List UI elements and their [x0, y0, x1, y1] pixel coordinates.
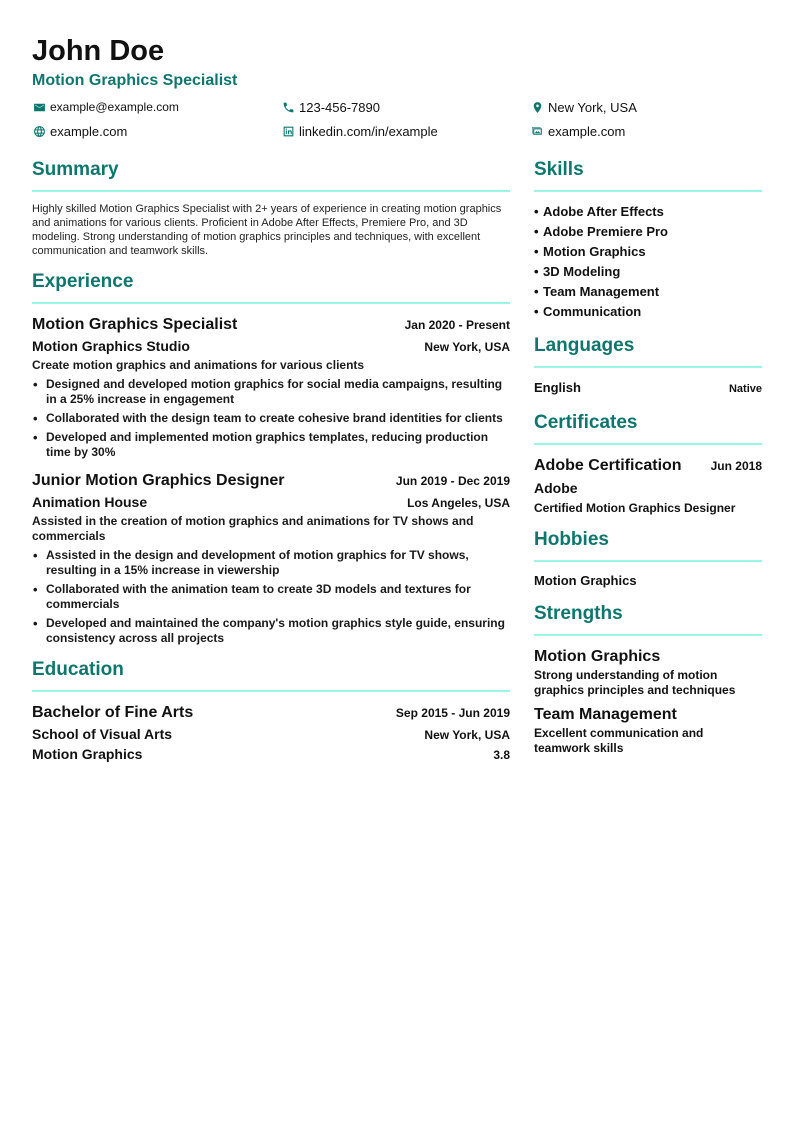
hobby-item: Motion Graphics — [534, 573, 637, 588]
resume-page — [32, 34, 762, 762]
job-bullets — [32, 377, 510, 460]
certificate-title: Adobe Certification — [534, 457, 682, 474]
globe-icon — [32, 124, 46, 138]
hobbies-heading: Hobbies — [534, 528, 762, 562]
contact-portfolio-text: example.com — [548, 123, 626, 139]
education-degree: Bachelor of Fine Arts — [32, 704, 194, 721]
job-title: Motion Graphics Specialist — [32, 316, 238, 333]
education-school: School of Visual Arts — [32, 726, 173, 742]
strength-description: Excellent communication and teamwork skills — [534, 726, 704, 755]
contact-info — [32, 98, 762, 140]
education-date: Sep 2015 - Jun 2019 — [395, 706, 510, 720]
education-heading: Education — [32, 658, 510, 692]
contact-linkedin-text: linkedin.com/in/example — [299, 123, 438, 139]
experience-heading: Experience — [32, 270, 510, 304]
languages-heading: Languages — [534, 334, 762, 368]
education-section — [32, 658, 510, 764]
job-company: Motion Graphics Studio — [32, 338, 190, 354]
certificate-date: Jun 2018 — [710, 459, 762, 473]
summary-section — [32, 158, 510, 258]
certificates-heading: Certificates — [534, 411, 762, 445]
skill-label: Adobe Premiere Pro — [543, 224, 668, 239]
strength-description: Strong understanding of motion graphics principles and techniques — [534, 668, 736, 697]
languages-section — [534, 334, 762, 399]
skill-item: • Communication — [534, 304, 642, 319]
education-field: Motion Graphics — [32, 746, 143, 762]
strength-title: Motion Graphics — [534, 648, 661, 665]
skill-item: • Motion Graphics — [534, 244, 646, 259]
contact-phone-text: 123-456-7890 — [299, 99, 380, 115]
contact-website-text: example.com — [50, 123, 128, 139]
certificate-issuer: Adobe — [534, 480, 578, 496]
skill-label: Team Management — [543, 284, 660, 299]
strength-title: Team Management — [534, 706, 677, 723]
job-bullet: • Assisted in the design and development of motion graphics for TV shows, resulting in a 15% increase in viewership — [32, 548, 510, 578]
certificates-section — [534, 411, 762, 516]
job-bullets — [32, 548, 510, 646]
contact-email-text: example@example.com — [50, 100, 179, 114]
hobbies-section — [534, 528, 762, 590]
candidate-name: John Doe — [32, 35, 165, 67]
language-name: English — [534, 380, 581, 395]
contact-location — [530, 98, 762, 116]
email-icon — [32, 100, 46, 114]
job-bullet: • Developed and implemented motion graphics templates, reducing production time by 30% — [32, 430, 510, 460]
job-date: Jan 2020 - Present — [404, 318, 510, 332]
education-location: New York, USA — [424, 728, 510, 742]
skill-item: • 3D Modeling — [534, 264, 621, 279]
phone-icon — [281, 100, 295, 114]
job-bullet: • Designed and developed motion graphics for social media campaigns, resulting in a 25% increase in engagement — [32, 377, 510, 407]
job-entry — [32, 314, 510, 460]
job-location: Los Angeles, USA — [407, 496, 510, 510]
contact-phone[interactable] — [281, 98, 530, 116]
skill-label: Communication — [543, 304, 642, 319]
summary-heading: Summary — [32, 158, 510, 192]
language-item — [534, 378, 762, 399]
portfolio-icon — [530, 124, 544, 138]
contact-website[interactable] — [32, 122, 281, 140]
skill-item: • Team Management — [534, 284, 660, 299]
job-location: New York, USA — [424, 340, 510, 354]
job-title: Junior Motion Graphics Designer — [32, 472, 285, 489]
skill-item: • Adobe After Effects — [534, 204, 664, 219]
contact-email[interactable] — [32, 98, 281, 116]
contact-portfolio[interactable] — [530, 122, 762, 140]
strengths-heading: Strengths — [534, 602, 762, 636]
summary-text: Highly skilled Motion Graphics Specialist with 2+ years of experience in creating motion graphics and animations for various clients. Proficient in Adobe After Effects, Premiere Pro, and 3D modeling. Strong understanding of motion graphics principles and techniques, with excellent communication and teamwork skills. — [32, 203, 502, 257]
skill-label: Adobe After Effects — [543, 204, 664, 219]
contact-linkedin[interactable] — [281, 122, 530, 140]
certificate-description: Certified Motion Graphics Designer — [534, 501, 736, 515]
skills-heading: Skills — [534, 158, 762, 192]
location-icon — [530, 100, 544, 114]
contact-location-text: New York, USA — [548, 99, 637, 115]
skill-label: 3D Modeling — [543, 264, 621, 279]
strengths-section — [534, 602, 762, 756]
skill-item: • Adobe Premiere Pro — [534, 224, 668, 239]
job-entry — [32, 470, 510, 646]
right-column — [534, 158, 762, 768]
job-bullet: • Collaborated with the animation team to create 3D models and textures for commercials — [32, 582, 510, 612]
job-description: Assisted in the creation of motion graphics and animations for TV shows and commercials — [32, 514, 474, 543]
job-description: Create motion graphics and animations for various clients — [32, 358, 365, 372]
language-level: Native — [728, 383, 762, 395]
job-company: Animation House — [32, 494, 148, 510]
experience-section — [32, 270, 510, 646]
job-bullet: • Developed and maintained the company's motion graphics style guide, ensuring consistency across all projects — [32, 616, 510, 646]
skills-section — [534, 158, 762, 322]
linkedin-icon — [281, 124, 295, 138]
left-column — [32, 158, 510, 776]
skill-label: Motion Graphics — [543, 244, 646, 259]
candidate-title: Motion Graphics Specialist — [32, 72, 238, 89]
job-bullet: • Collaborated with the design team to create cohesive brand identities for clients — [32, 411, 510, 426]
education-gpa: 3.8 — [493, 748, 510, 762]
job-date: Jun 2019 - Dec 2019 — [395, 474, 510, 488]
